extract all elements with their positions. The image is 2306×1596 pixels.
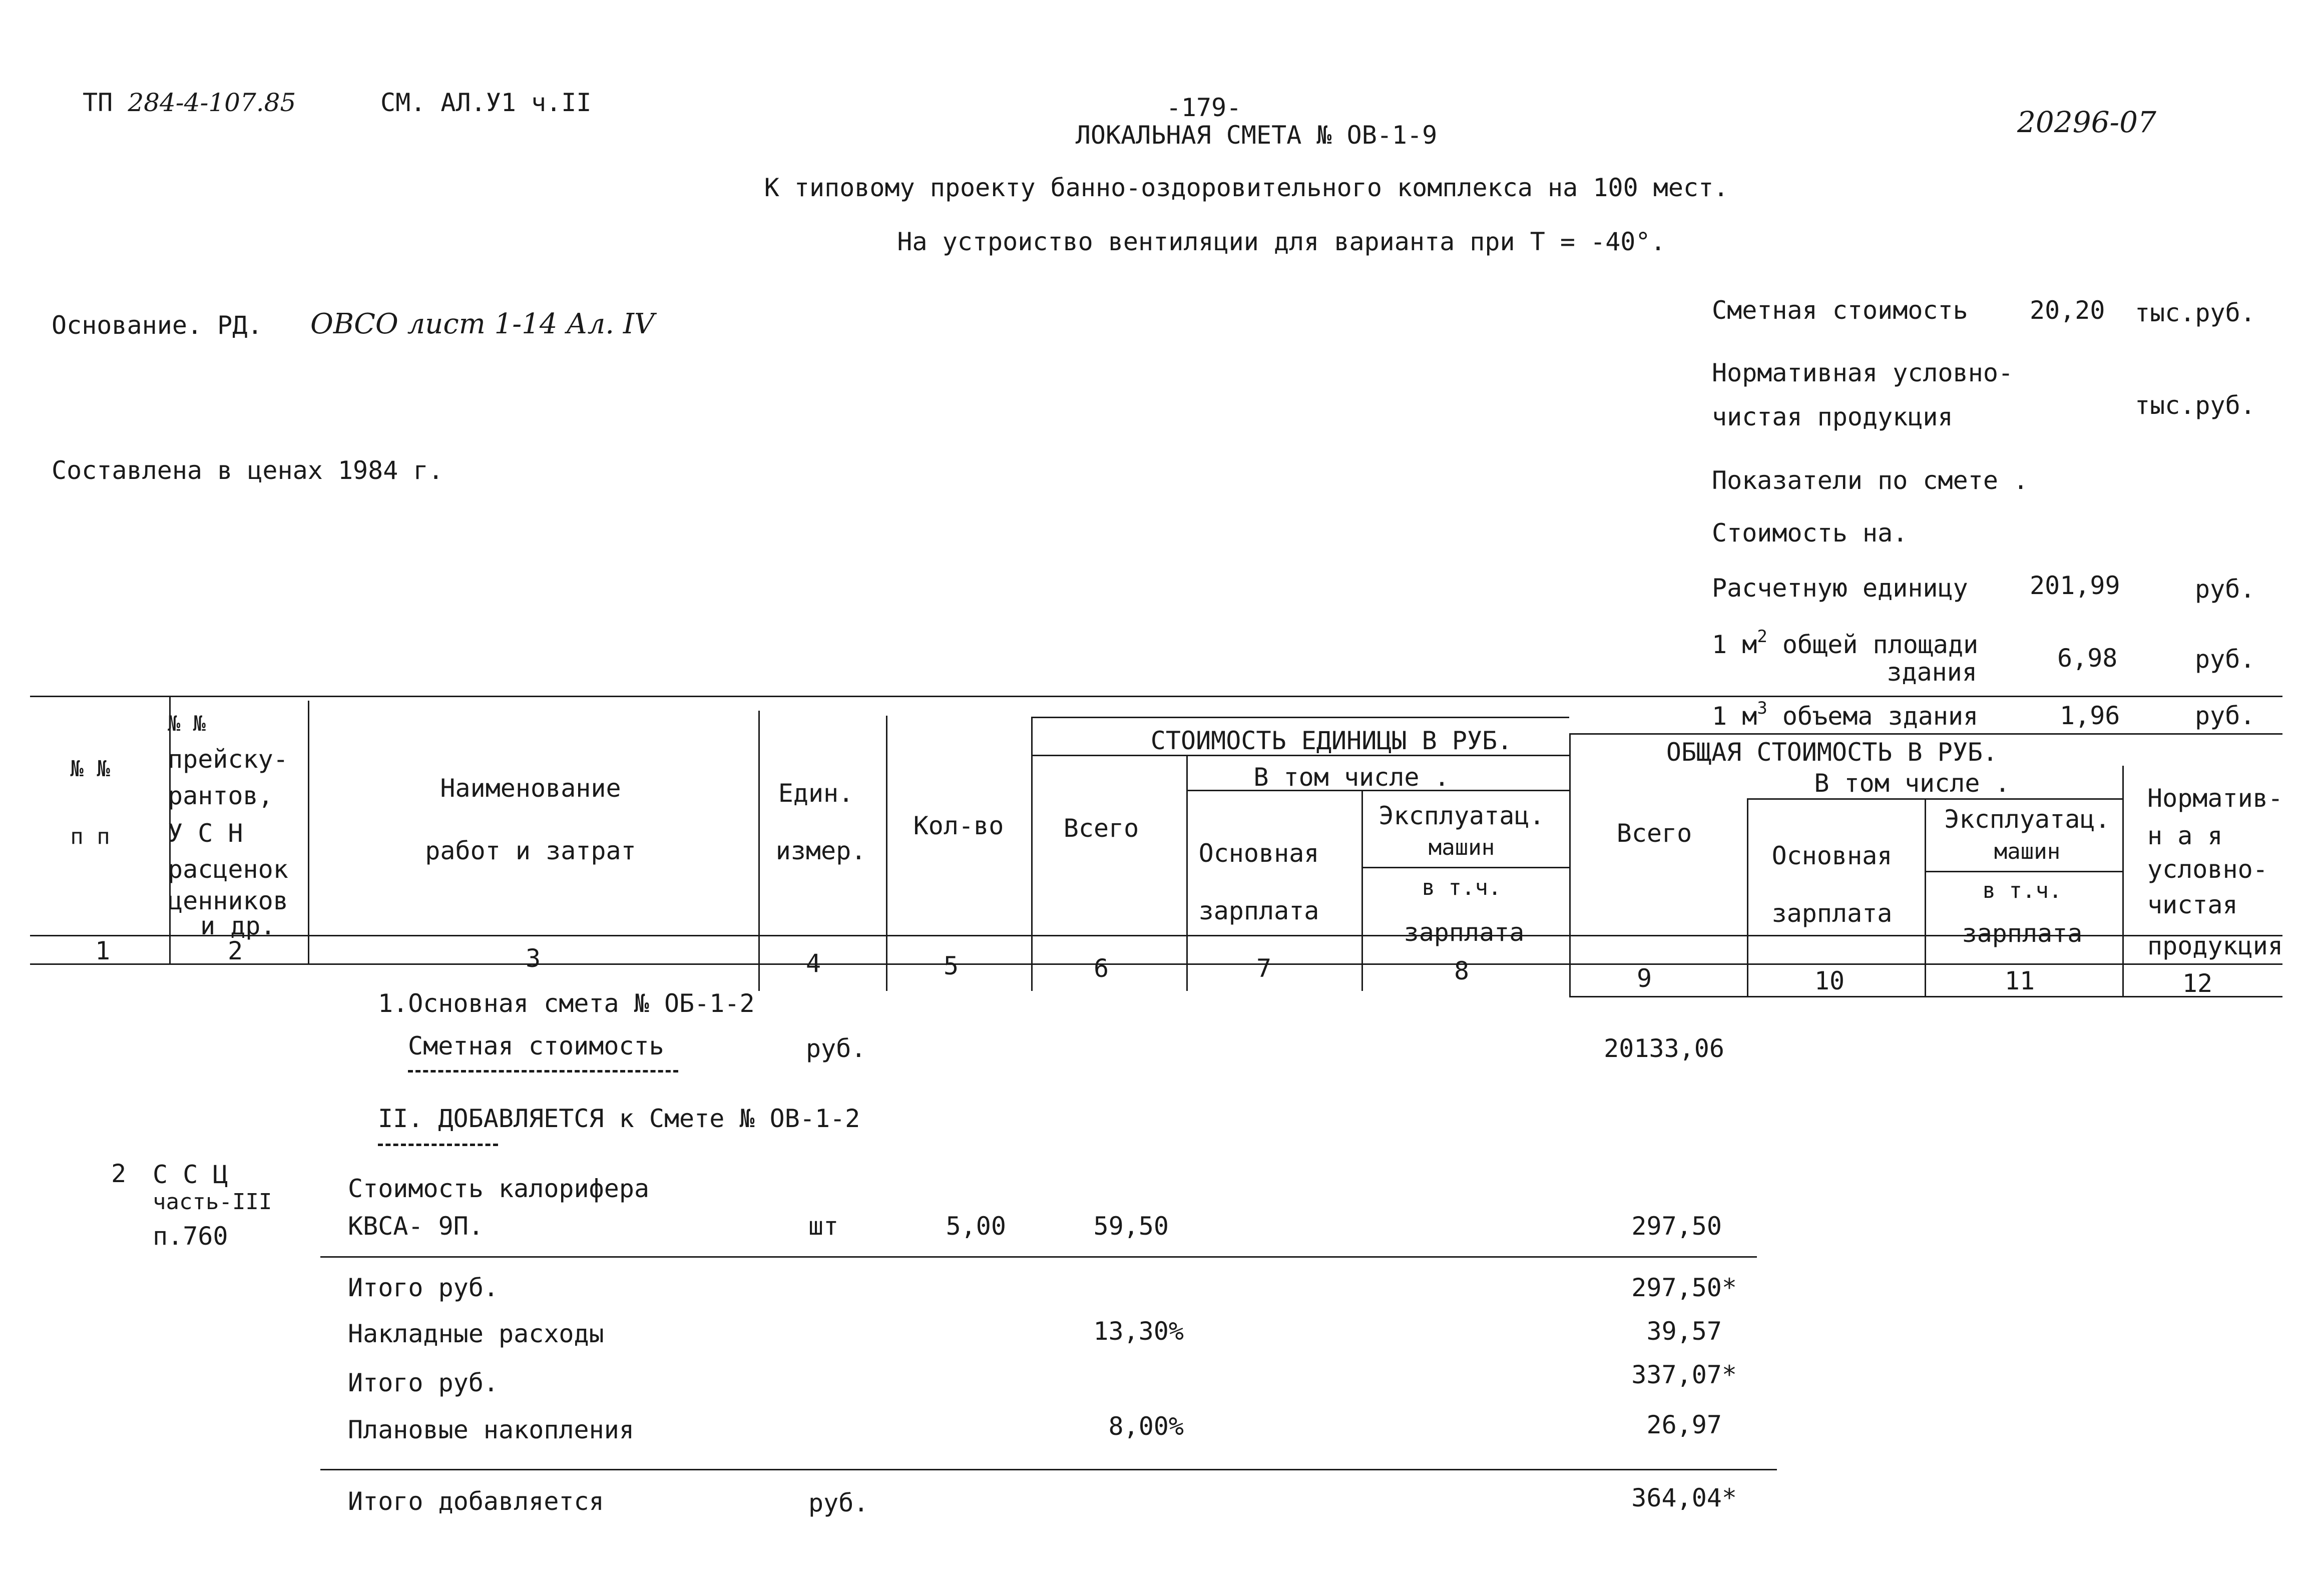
col1-header-line2: п п (70, 824, 110, 849)
overhead-rate: 13,30% (1093, 1317, 1184, 1346)
unit-cost-label: Расчетную единицу (1712, 574, 1968, 603)
item-unit-price: 59,50 (1093, 1212, 1169, 1241)
col-number-9: 9 (1636, 964, 1652, 993)
item-ref-line3: п.760 (153, 1222, 228, 1251)
col-number-5: 5 (943, 951, 959, 980)
section1-dashed-underline (408, 1070, 678, 1073)
col7-header-line2: зарплата (1198, 896, 1319, 925)
col2-header-line6: ценников (168, 886, 288, 915)
estimate-title: ЛОКАЛЬНАЯ СМЕТА № ОВ-1-9 (1075, 121, 1438, 150)
indicators-label: Показатели по смете . (1712, 466, 2029, 495)
col-number-12: 12 (2182, 969, 2213, 998)
normative-label-1: Нормативная условно- (1712, 358, 2014, 387)
col11-header-line2: машин (1994, 839, 2061, 864)
col9-header: Всего (1616, 819, 1692, 848)
area-cost-label: 1 $м^2$ общей площади (1712, 627, 1979, 659)
project-code: ТП 284-4-107.85 (83, 88, 296, 117)
normative-unit: тыс.руб. (2135, 391, 2255, 420)
project-subtitle: К типовому проекту банно-оздоровительного комплекса на 100 мест. (764, 173, 1729, 202)
col3-header-line1: Наименование (440, 774, 621, 803)
subtotal1-value: 297,50* (1631, 1273, 1737, 1302)
album-reference: СМ. АЛ.У1 ч.II (380, 88, 592, 117)
col2-header-line3: рантов, (168, 781, 273, 810)
work-subtitle: На устроиство вентиляции для варианта при Т = -40°. (897, 227, 1666, 256)
col-number-2: 2 (227, 936, 243, 965)
item-number: 2 (111, 1159, 127, 1188)
subtotal1-label: Итого руб. (348, 1273, 499, 1302)
col10-header-line1: Основная (1771, 841, 1893, 870)
estimated-cost-label: Сметная стоимость (1712, 296, 1968, 325)
item-name-line2: КВСА- 9П. (348, 1212, 484, 1241)
col12-header-line2: н а я (2147, 821, 2223, 850)
col-number-6: 6 (1093, 954, 1109, 983)
col8-header-line3: в т.ч. (1422, 875, 1502, 900)
total-incl-header: В том числе . (1814, 769, 2010, 798)
col11-header-line3: в т.ч. (1982, 878, 2062, 903)
savings-value: 26,97 (1646, 1410, 1722, 1439)
inventory-number: 20296-07 (2017, 105, 2156, 139)
savings-rate: 8,00% (1108, 1412, 1184, 1441)
col12-header-line4: чистая (2147, 890, 2238, 919)
col4-header-line1: Един. (778, 779, 854, 808)
section2-title: II. ДОБАВЛЯЕТСЯ к Смете № ОВ-1-2 (378, 1104, 860, 1133)
col11-header-line1: Эксплуатац. (1944, 805, 2110, 834)
unit-incl-header: В том числе . (1253, 763, 1450, 792)
grand-total-unit: руб. (808, 1488, 869, 1517)
col11-header-line4: зарплата (1962, 919, 2083, 948)
overhead-value: 39,57 (1646, 1317, 1722, 1346)
col2-header-line4: У С Н (168, 819, 243, 848)
estimated-cost-value: 20,20 (2030, 296, 2105, 325)
item-name-line1: Стоимость калорифера (348, 1174, 650, 1203)
page-number: -179- (1166, 93, 1242, 122)
col8-header-line1: Эксплуатац. (1378, 801, 1545, 830)
item-ref-line1: С С Ц (153, 1160, 228, 1189)
col2-header-line7: и др. (200, 911, 276, 940)
col12-header-line1: Норматив- (2147, 784, 2283, 813)
col-number-7: 7 (1256, 954, 1272, 983)
col8-header-line2: машин (1428, 835, 1495, 860)
col-number-11: 11 (2004, 966, 2035, 995)
col1-header-line1: № № (70, 756, 110, 782)
cost-per-label: Стоимость на. (1712, 518, 1908, 548)
col-number-1: 1 (95, 936, 111, 965)
col12-header-line3: условно- (2147, 855, 2268, 884)
col7-header-line1: Основная (1198, 839, 1319, 868)
overhead-label: Накладные расходы (348, 1319, 604, 1348)
col8-header-line4: зарплата (1404, 918, 1525, 947)
section1-unit: руб. (806, 1034, 866, 1063)
col-number-4: 4 (805, 949, 821, 978)
grand-total-value: 364,04* (1631, 1483, 1737, 1512)
basis-label: Основание. РД. (52, 311, 263, 340)
item-separator-line (320, 1256, 1757, 1258)
col2-header-line1: № № (168, 711, 206, 736)
area-cost-value: 6,98 (2057, 644, 2118, 673)
col4-header-line2: измер. (775, 836, 866, 865)
grand-total-separator-line (320, 1469, 1777, 1470)
unit-cost-value: 201,99 (2030, 571, 2120, 600)
section1-cost-label: Сметная стоимость (408, 1031, 664, 1060)
col10-header-line2: зарплата (1771, 899, 1893, 928)
section1-title: 1.Основная смета № ОБ-1-2 (378, 989, 755, 1018)
subtotal2-value: 337,07* (1631, 1360, 1737, 1389)
volume-cost-label: 1 $м^3$ объема здания (1712, 698, 1979, 731)
col12-header-line5: продукция (2147, 931, 2283, 960)
basis-reference: ОВСО лист 1-14 Ал. IV (310, 308, 655, 340)
grand-total-label: Итого добавляется (348, 1487, 604, 1516)
col2-header-line5: расценок (168, 855, 288, 884)
area-cost-unit: руб. (2195, 645, 2255, 674)
unit-cost-group-header: СТОИМОСТЬ ЕДИНИЦЫ В РУБ. (1150, 726, 1513, 755)
item-ref-line2: часть-III (153, 1189, 272, 1215)
item-total: 297,50 (1631, 1212, 1722, 1241)
col6-header: Всего (1063, 814, 1139, 843)
col5-header: Кол-во (913, 811, 1004, 840)
price-level: Составлена в ценах 1984 г. (52, 456, 443, 485)
col-number-10: 10 (1814, 966, 1845, 995)
col-number-3: 3 (525, 944, 541, 973)
col3-header-line2: работ и затрат (425, 836, 636, 865)
section2-dashed-underline (378, 1144, 498, 1146)
savings-label: Плановые накопления (348, 1415, 634, 1444)
estimated-cost-unit: тыс.руб. (2135, 298, 2255, 327)
volume-cost-unit: руб. (2195, 701, 2255, 730)
total-cost-group-header: ОБЩАЯ СТОИМОСТЬ В РУБ. (1666, 738, 1998, 767)
area-cost-label-2: здания (1887, 658, 1977, 687)
item-quantity: 5,00 (946, 1212, 1006, 1241)
volume-cost-value: 1,96 (2060, 701, 2120, 730)
section1-total: 20133,06 (1604, 1034, 1724, 1063)
subtotal2-label: Итого руб. (348, 1368, 499, 1397)
col2-header-line2: прейску- (168, 745, 288, 774)
normative-label-2: чистая продукция (1712, 402, 1953, 431)
unit-cost-unit: руб. (2195, 575, 2255, 604)
col-number-8: 8 (1454, 956, 1470, 985)
item-unit: шт (808, 1212, 839, 1241)
